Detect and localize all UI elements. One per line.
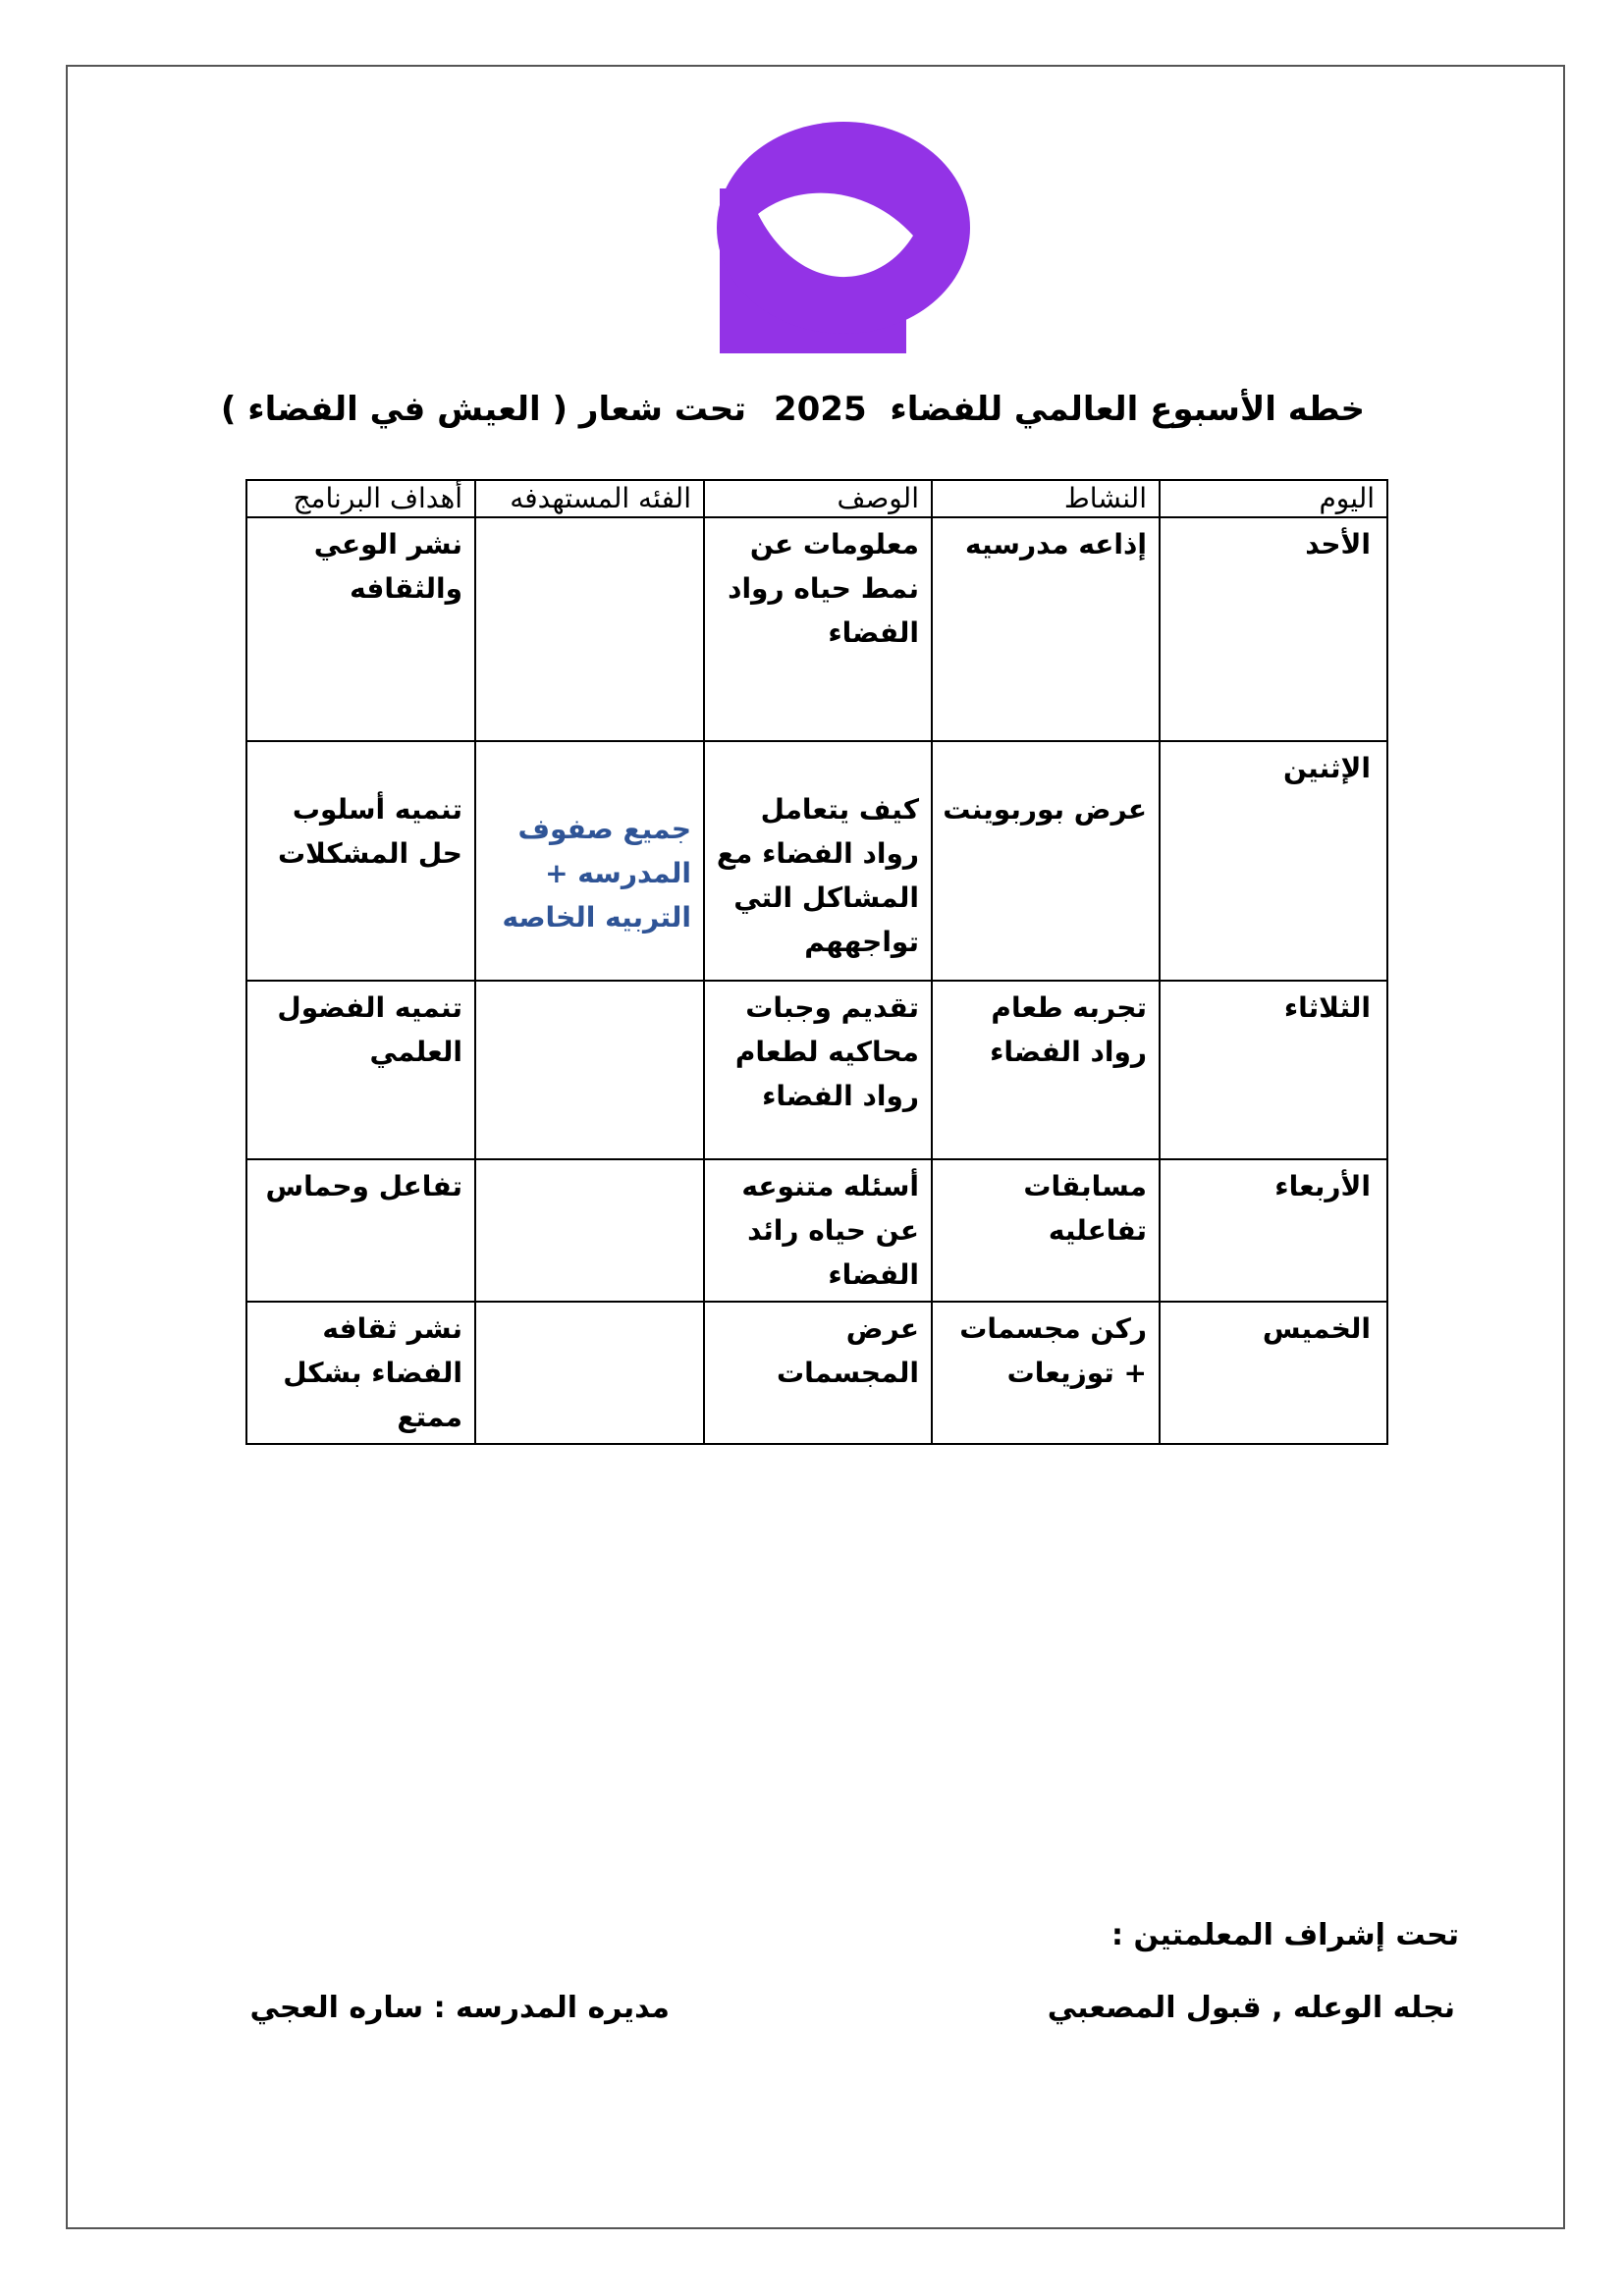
table-row xyxy=(246,741,1387,981)
cell-activity: ركن مجسمات + توزيعات xyxy=(932,1302,1160,1444)
cell-activity: إذاعه مدرسيه xyxy=(932,517,1160,741)
header-activity: النشاط xyxy=(932,480,1160,517)
week-plan-table xyxy=(245,479,1388,1445)
cell-target-audience xyxy=(475,981,704,1159)
cell-goal: تفاعل وحماس xyxy=(246,1159,475,1302)
header-target-audience: الفئه المستهدفه xyxy=(475,480,704,517)
cell-target-audience xyxy=(475,1159,704,1302)
table-row xyxy=(246,517,1387,741)
principal-name: مديره المدرسه : ساره العجي xyxy=(249,1991,670,2025)
cell-target-audience xyxy=(475,517,704,741)
header-goals: أهداف البرنامج xyxy=(246,480,475,517)
cell-goal: نشر الوعي والثقافه xyxy=(246,517,475,741)
cell-goal: تنميه الفضول العلمي xyxy=(246,981,475,1159)
title-main: خطه الأسبوع العالمي للفضاء xyxy=(890,390,1365,429)
supervision-label: تحت إشراف المعلمتين : xyxy=(1111,1918,1459,1952)
target-audience-text: جميع صفوف المدرسه + التربيه الخاصه xyxy=(502,813,691,934)
cell-activity-text: عرض بوربوينت xyxy=(943,793,1147,826)
table-header-row xyxy=(246,480,1387,517)
title-year: 2025 xyxy=(773,390,867,429)
table-row xyxy=(246,981,1387,1159)
cell-activity xyxy=(932,741,1160,981)
table-row xyxy=(246,1159,1387,1302)
cell-description-text: كيف يتعامل رواد الفضاء مع المشاكل التي تواجههم xyxy=(716,793,919,958)
cell-goal: نشر ثقافه الفضاء بشكل ممتع xyxy=(246,1302,475,1444)
cell-day: الثلاثاء xyxy=(1160,981,1387,1159)
cell-description: تقديم وجبات محاكيه لطعام رواد الفضاء xyxy=(704,981,932,1159)
table-row xyxy=(246,1302,1387,1444)
cell-description: أسئله متنوعه عن حياه رائد الفضاء xyxy=(704,1159,932,1302)
header-day: اليوم xyxy=(1160,480,1387,517)
cell-description: معلومات عن نمط حياه رواد الفضاء xyxy=(704,517,932,741)
cell-description xyxy=(704,741,932,981)
cell-goal-text: تنميه أسلوب حل المشكلات xyxy=(278,793,462,870)
header-description: الوصف xyxy=(704,480,932,517)
cell-activity: مسابقات تفاعليه xyxy=(932,1159,1160,1302)
teachers-names: نجله الوعله , قبول المصعبي xyxy=(1047,1991,1455,2025)
purple-logo-icon xyxy=(712,120,977,355)
cell-day: الخميس xyxy=(1160,1302,1387,1444)
cell-target-audience xyxy=(475,1302,704,1444)
cell-day: الأحد xyxy=(1160,517,1387,741)
cell-target-audience xyxy=(475,741,704,981)
page-title xyxy=(220,385,1365,434)
cell-day: الإثنين xyxy=(1160,741,1387,981)
title-slogan: تحت شعار ( العيش في الفضاء ) xyxy=(220,390,746,429)
cell-description: عرض المجسمات xyxy=(704,1302,932,1444)
cell-goal xyxy=(246,741,475,981)
cell-activity: تجربه طعام رواد الفضاء xyxy=(932,981,1160,1159)
cell-day: الأربعاء xyxy=(1160,1159,1387,1302)
